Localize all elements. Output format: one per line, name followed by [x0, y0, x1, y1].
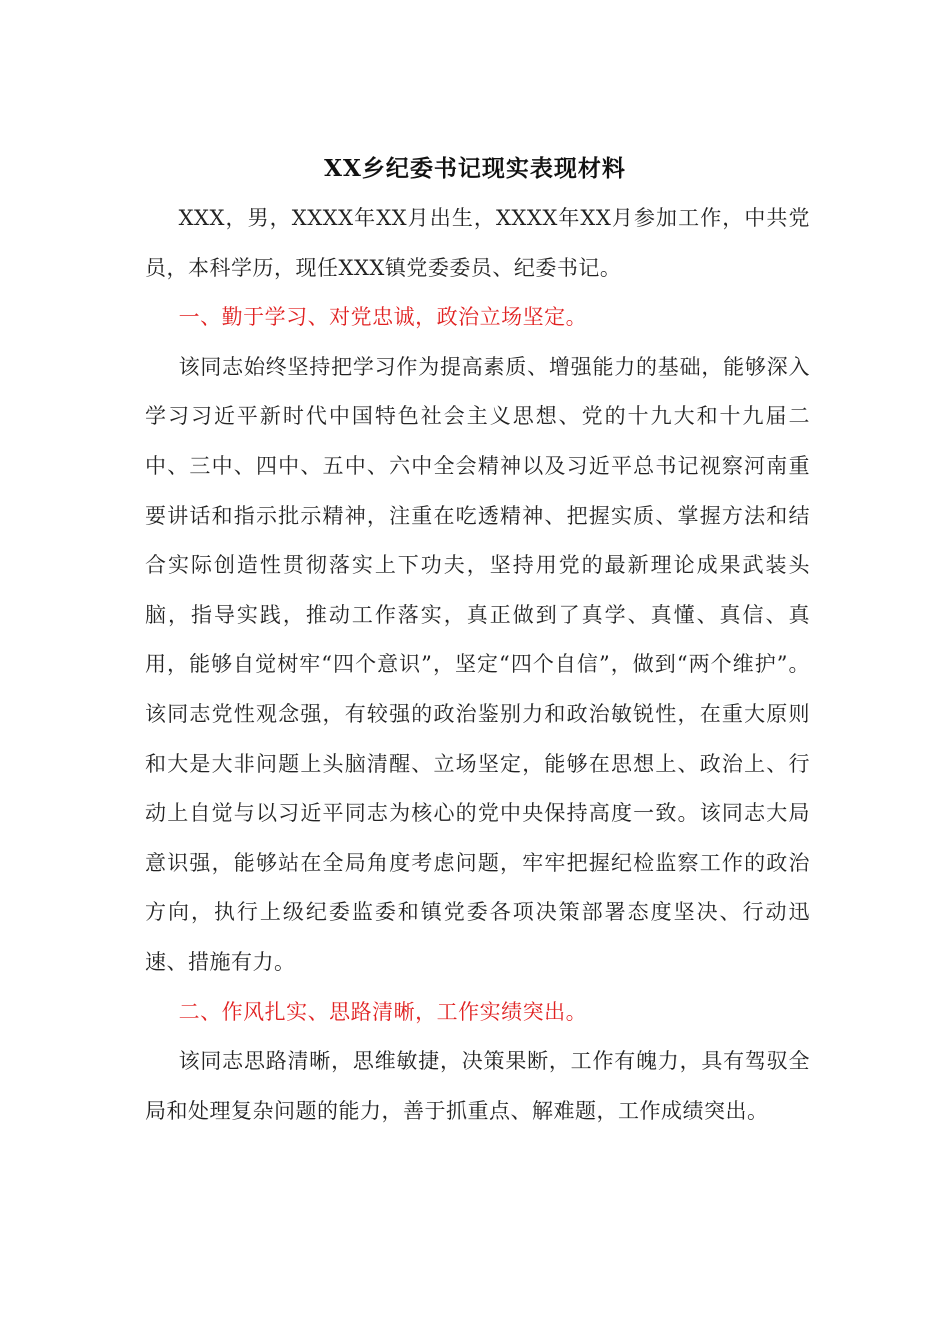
- intro-paragraph: XXX，男，XXXX年XX月出生，XXXX年XX月参加工作，中共党员，本科学历，现任XXX镇党委委员、纪委书记。: [145, 206, 810, 280]
- section-2-heading: 二、作风扎实、思路清晰，工作实绩突出。: [178, 999, 588, 1024]
- document-body: [145, 194, 810, 1136]
- document-title: XX乡纪委书记现实表现材料: [324, 155, 626, 182]
- section-1-heading: 一、勤于学习、对党忠诚，政治立场坚定。: [178, 305, 588, 330]
- section-2-paragraph: 该同志思路清晰，思维敏捷，决策果断，工作有魄力，具有驾驭全局和处理复杂问题的能力，善于抓重点、解难题，工作成绩突出。: [145, 1049, 810, 1123]
- section-1-paragraph: 该同志始终坚持把学习作为提高素质、增强能力的基础，能够深入学习习近平新时代中国特色社会主义思想、党的十九大和十九届二中、三中、四中、五中、六中全会精神以及习近平总书记视察河南重要讲话和指示批示精神，注重在吃透精神、把握实质、掌握方法和结合实际创造性贯彻落实上下功夫，坚持用党的最新理论成果武装头脑，指导实践，推动工作落实，真正做到了真学、真懂、真信、真用，能够自觉树牢“四个意识”，坚定“四个自信”，做到“两个维护”。该同志党性观念强，有较强的政治鉴别力和政治敏锐性，在重大原则和大是大非问题上头脑清醒、立场坚定，能够在思想上、政治上、行动上自觉与以习近平同志为核心的党中央保持高度一致。该同志大局意识强，能够站在全局角度考虑问题，牢牢把握纪检监察工作的政治方向，执行上级纪委监委和镇党委各项决策部署态度坚决、行动迅速、措施有力。: [145, 354, 810, 974]
